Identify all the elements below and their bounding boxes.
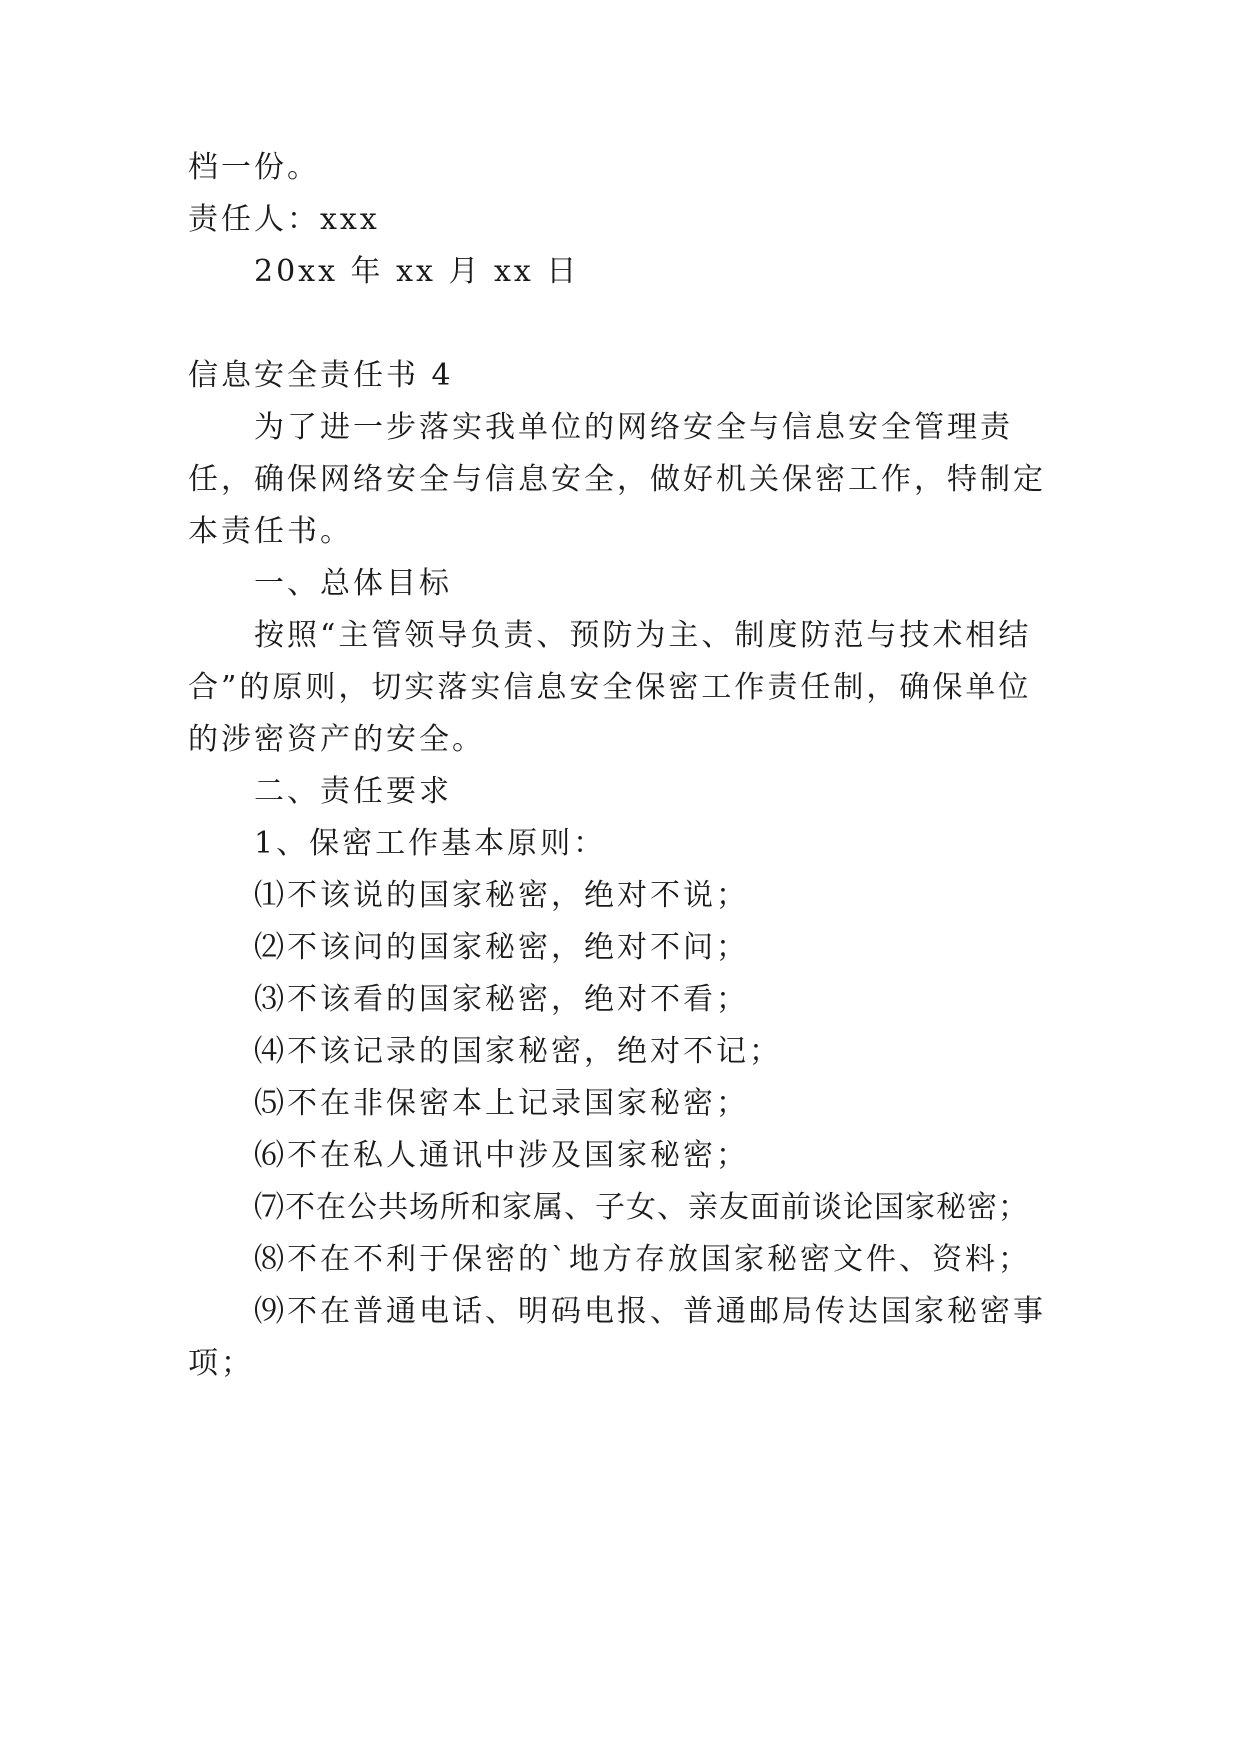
- rule-3: ⑶不该看的国家秘密，绝对不看；: [254, 982, 749, 1017]
- heading-responsibility: 二、责任要求: [254, 774, 452, 809]
- responsible-person: 责任人：xxx: [188, 202, 380, 237]
- intro-line-2: 任，确保网络安全与信息安全，做好机关保密工作，特制定: [188, 462, 1046, 497]
- rule-2: ⑵不该问的国家秘密，绝对不问；: [254, 930, 749, 965]
- goal-line-1: 按照“主管领导负责、预防为主、制度防范与技术相结: [254, 618, 1032, 653]
- intro-line-3: 本责任书。: [188, 514, 353, 549]
- rule-9-tail: 项；: [188, 1346, 254, 1381]
- subheading-principles: 1、保密工作基本原则：: [254, 826, 607, 861]
- section-title: 信息安全责任书 4: [188, 358, 454, 393]
- rule-6: ⑹不在私人通讯中涉及国家秘密；: [254, 1138, 749, 1173]
- heading-overall-goal: 一、总体目标: [254, 566, 452, 601]
- signature-date: 20xx 年 xx 月 xx 日: [254, 254, 580, 289]
- rule-5: ⑸不在非保密本上记录国家秘密；: [254, 1086, 749, 1121]
- intro-line-1: 为了进一步落实我单位的网络安全与信息安全管理责: [254, 410, 1013, 445]
- rule-8: ⑻不在不利于保密的`地方存放国家秘密文件、资料；: [254, 1242, 1031, 1277]
- rule-9: ⑼不在普通电话、明码电报、普通邮局传达国家秘密事: [254, 1294, 1046, 1329]
- goal-line-2: 合”的原则，切实落实信息安全保密工作责任制，确保单位: [188, 670, 1032, 705]
- archive-tail-text: 档一份。: [188, 150, 320, 185]
- rule-4: ⑷不该记录的国家秘密，绝对不记；: [254, 1034, 782, 1069]
- rule-1: ⑴不该说的国家秘密，绝对不说；: [254, 878, 749, 913]
- rule-7: ⑺不在公共场所和家属、子女、亲友面前谈论国家秘密；: [254, 1190, 1029, 1225]
- goal-line-3: 的涉密资产的安全。: [188, 722, 485, 757]
